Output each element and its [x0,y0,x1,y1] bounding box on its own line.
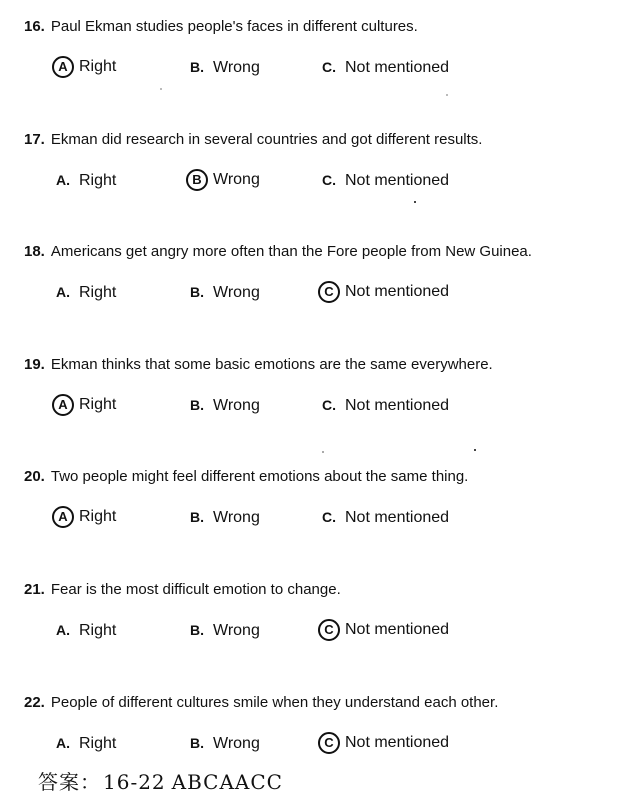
option-label: Wrong [213,397,260,414]
option-letter: B . [186,394,208,416]
answer-key-range: 16-22 [103,770,166,794]
question-number: 18. [24,243,45,260]
scan-speck [446,94,448,96]
option-letter: A [52,506,74,528]
option-label: Wrong [213,171,260,188]
option-b[interactable] [186,281,260,303]
question-stem [24,243,532,260]
option-a[interactable] [52,732,116,754]
option-a[interactable] [52,281,116,303]
option-a-selected[interactable] [52,506,116,528]
question-number: 19. [24,356,45,373]
question-stem [24,131,482,148]
option-letter: A [52,56,74,78]
option-label: Not mentioned [345,59,450,76]
option-label: Not mentioned [345,621,450,638]
option-b[interactable] [186,732,260,754]
question-number: 20. [24,468,45,485]
option-letter: A [52,394,74,416]
option-label: Wrong [213,284,260,301]
option-letter: B . [186,281,208,303]
option-label: Not mentioned [345,283,450,300]
option-label: Not mentioned [345,509,450,526]
question-stem [24,468,468,485]
question-number: 21. [24,581,45,598]
option-b[interactable] [186,506,260,528]
option-label: Right [79,396,117,413]
question-text: Fear is the most difficult emotion to change. [50,581,341,598]
option-label: Not mentioned [345,734,450,751]
option-b[interactable] [186,56,260,78]
option-letter: C [318,732,340,754]
option-letter: A . [52,281,74,303]
option-label: Right [79,735,117,752]
option-letter: C [318,281,340,303]
option-c-selected[interactable] [318,619,449,641]
option-letter: B . [186,56,208,78]
option-a[interactable] [52,169,116,191]
option-c[interactable] [318,56,449,78]
option-letter: C [318,619,340,641]
option-label: Right [79,622,117,639]
scan-speck [322,451,324,453]
option-letter: B . [186,506,208,528]
question-number: 17. [24,131,45,148]
question-stem [24,18,418,35]
option-c-selected[interactable] [318,281,449,303]
option-a-selected[interactable] [52,56,116,78]
option-label: Wrong [213,59,260,76]
option-letter: C . [318,394,340,416]
answer-key-answers: ABCAACC [171,770,283,794]
option-label: Right [79,508,117,525]
option-label: Right [79,58,117,75]
option-letter: A . [52,732,74,754]
option-label: Right [79,284,117,301]
scan-speck [414,201,416,203]
option-letter: C . [318,169,340,191]
option-b[interactable] [186,394,260,416]
question-number: 16. [24,18,45,35]
option-label: Right [79,172,117,189]
option-label: Not mentioned [345,172,450,189]
option-c[interactable] [318,506,449,528]
option-b-selected[interactable] [186,169,260,191]
option-letter: B . [186,619,208,641]
question-text: Ekman thinks that some basic emotions are the same everywhere. [50,356,493,373]
option-label: Wrong [213,735,260,752]
answer-key-label: 答案： [38,770,101,794]
option-c-selected[interactable] [318,732,449,754]
question-number: 22. [24,694,45,711]
option-label: Wrong [213,509,260,526]
option-letter: A . [52,619,74,641]
option-letter: C . [318,506,340,528]
question-text: People of different cultures smile when they understand each other. [50,694,499,711]
answer-key [38,766,283,795]
option-a-selected[interactable] [52,394,116,416]
option-a[interactable] [52,619,116,641]
option-letter: B [186,169,208,191]
option-c[interactable] [318,169,449,191]
question-text: Paul Ekman studies people's faces in different cultures. [50,18,418,35]
question-text: Two people might feel different emotions about the same thing. [50,468,469,485]
option-letter: A . [52,169,74,191]
option-letter: B . [186,732,208,754]
question-text: Americans get angry more often than the Fore people from New Guinea. [50,243,532,260]
question-stem [24,694,498,711]
option-label: Wrong [213,622,260,639]
scan-speck [474,449,476,451]
question-stem [24,356,493,373]
option-letter: C . [318,56,340,78]
option-b[interactable] [186,619,260,641]
scan-speck [160,88,162,90]
option-c[interactable] [318,394,449,416]
question-stem [24,581,341,598]
option-label: Not mentioned [345,397,450,414]
question-text: Ekman did research in several countries and got different results. [50,131,483,148]
